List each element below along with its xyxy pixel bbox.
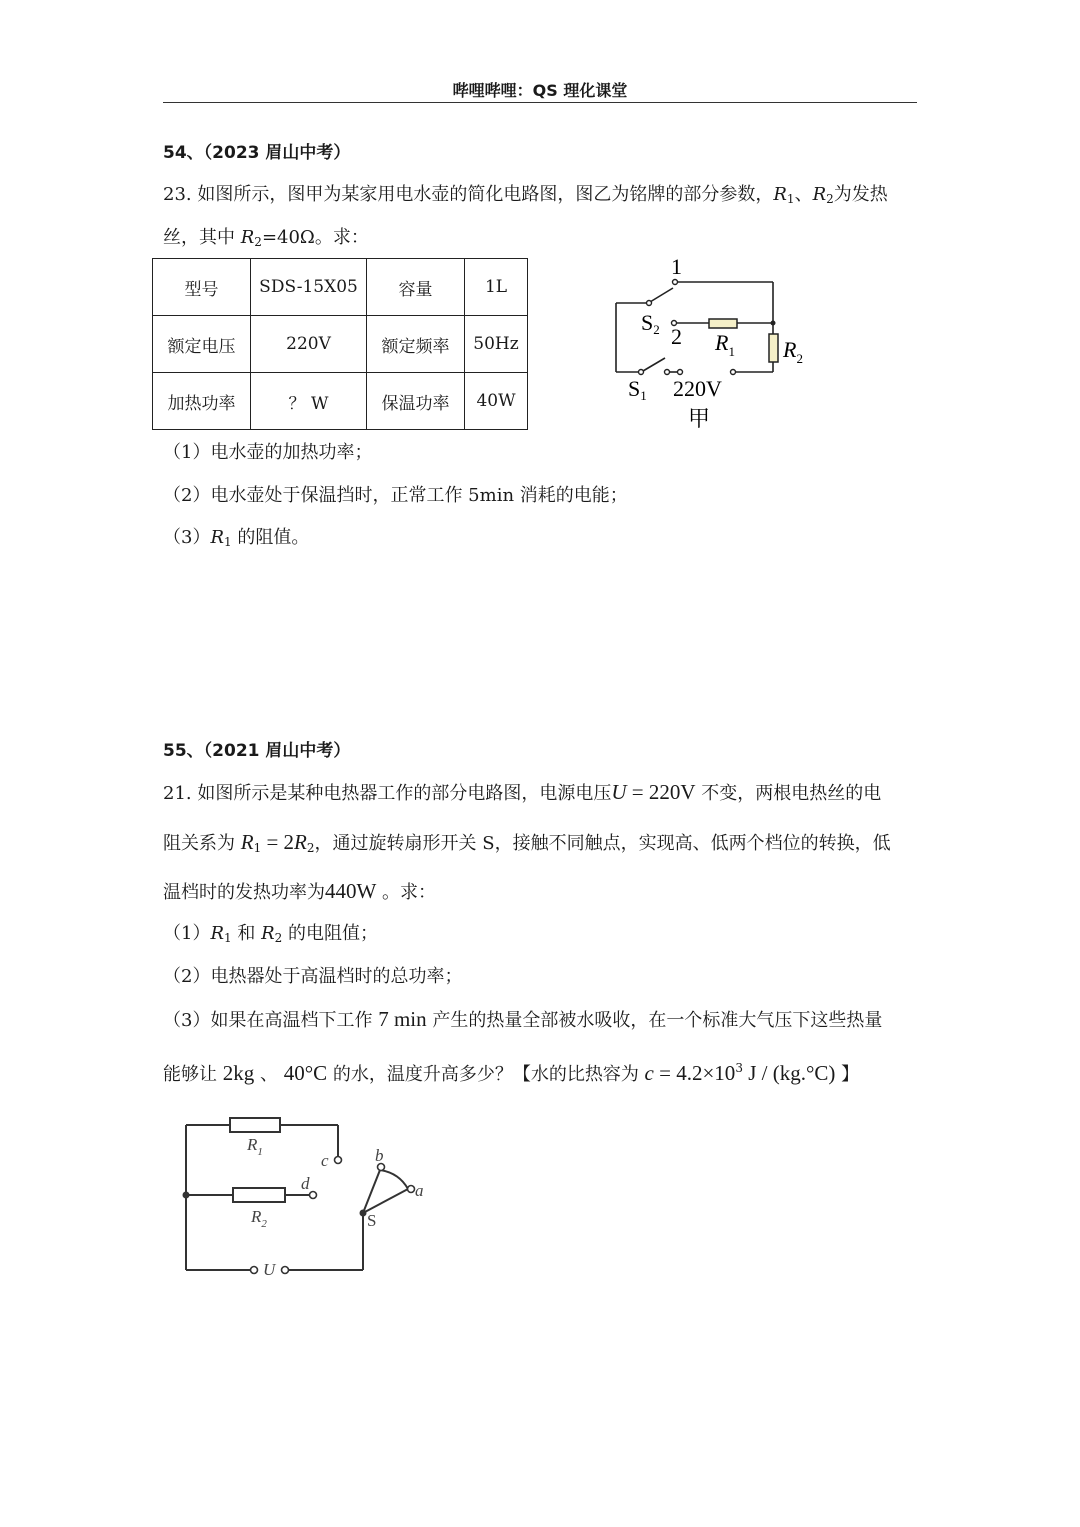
junction-dot — [771, 321, 776, 326]
switch-pivot-dot — [360, 1210, 367, 1217]
s2-pivot-terminal — [647, 301, 652, 306]
heater-circuit-diagram — [175, 1105, 445, 1285]
problem-54-heading: 54、（2023 眉山中考） — [163, 143, 351, 163]
voltage-label: 220V — [673, 376, 722, 401]
problem-54-line-1: 23. 如图所示，图甲为某家用电水壶的简化电路图，图乙为铭牌的部分参数，$R_1$、$R_2$为发热 — [163, 184, 888, 206]
table-cell: ？ W — [251, 373, 367, 430]
table-cell: 容量 — [367, 259, 465, 316]
header-title: 哔哩哔哩：QS 理化课堂 — [452, 81, 628, 100]
table-row — [153, 259, 528, 316]
resistor-r2 — [769, 334, 778, 362]
contact-c-terminal — [335, 1157, 342, 1164]
table-cell: 额定频率 — [367, 316, 465, 373]
problem-55-question-2: （2）电热器处于高温档时的总功率； — [163, 966, 463, 987]
table-cell: 型号 — [153, 259, 251, 316]
source-right-terminal — [731, 370, 736, 375]
problem-54-question-3: $(3)R_1$ 的阻值。 — [163, 527, 310, 549]
table-cell: 加热功率 — [153, 373, 251, 430]
table-cell: 额定电压 — [153, 316, 251, 373]
source-right-terminal — [282, 1267, 289, 1274]
s1-contact-terminal — [665, 370, 670, 375]
r1-label: $R_1$ — [715, 330, 735, 359]
problem-55-line-2: 阻关系为 $R_1 = 2R_2$，通过旋转扇形开关 S，接触不同触点，实现高、低两个档位的转换，低 — [163, 830, 891, 855]
source-left-terminal — [678, 370, 683, 375]
problem-55-line-3: 温档时的发热功率为440W 。求： — [163, 879, 437, 903]
contact-1-terminal — [673, 280, 678, 285]
contact-d-terminal — [310, 1192, 317, 1199]
a-label: a — [415, 1181, 424, 1200]
s-label: S — [367, 1211, 377, 1230]
source-left-terminal — [251, 1267, 258, 1274]
table-cell: 保温功率 — [367, 373, 465, 430]
junction-dot — [183, 1192, 190, 1199]
resistor-r2 — [233, 1188, 285, 1202]
table-cell: 1L — [465, 259, 528, 316]
contact-2-label: 2 — [671, 324, 682, 349]
problem-54-question-1: （1）电水壶的加热功率； — [163, 442, 373, 463]
circuit-caption: 甲 — [688, 406, 711, 431]
resistor-r1 — [709, 319, 737, 328]
problem-54-line-2: 丝，其中 $R_2=40\Omega$。求： — [163, 227, 369, 249]
nameplate-table — [152, 258, 528, 430]
problem-55-heading: 55、（2021 眉山中考） — [163, 741, 351, 761]
d-label: d — [301, 1174, 310, 1193]
table-row — [153, 316, 528, 373]
resistor-r1 — [230, 1118, 280, 1132]
problem-55-question-3-line-1: （3）如果在高温档下工作 7 min 产生的热量全部被水吸收，在一个标准大气压下这些热量 — [163, 1007, 883, 1031]
problem-55-question-3-line-2: 能够让 2kg 、 40°C 的水，温度升高多少？【水的比热容为 $c = 4.2\times 10^3$ J / (kg.°C) 】 — [163, 1061, 860, 1085]
problem-54-question-2: （2）电水壶处于保温挡时，正常工作 5min 消耗的电能； — [163, 485, 628, 506]
contact-a-terminal — [408, 1186, 415, 1193]
table-cell: SDS-15X05 — [251, 259, 367, 316]
contact-1-label: 1 — [671, 254, 682, 279]
r1-label: $R_1$ — [247, 1135, 263, 1158]
table-cell: 50Hz — [465, 316, 528, 373]
s1-pivot-terminal — [639, 370, 644, 375]
kettle-circuit-diagram — [595, 250, 835, 440]
s2-label: S2 — [641, 310, 660, 337]
table-cell: 40W — [465, 373, 528, 430]
problem-55-line-1: 21. 如图所示是某种电热器工作的部分电路图，电源电压U = 220V 不变，两根电热丝的电 — [163, 780, 882, 804]
s1-label: S1 — [628, 376, 647, 403]
r2-label: $R_2$ — [251, 1207, 267, 1230]
problem-55-question-1: $(1)R_1$ 和 $R_2$ 的电阻值； — [163, 923, 379, 945]
b-label: b — [375, 1146, 384, 1165]
u-label: U — [263, 1260, 276, 1279]
c-label: c — [321, 1151, 329, 1170]
table-cell: 220V — [251, 316, 367, 373]
page-header — [163, 78, 917, 103]
table-row — [153, 373, 528, 430]
r2-label: $R_2$ — [783, 337, 803, 366]
